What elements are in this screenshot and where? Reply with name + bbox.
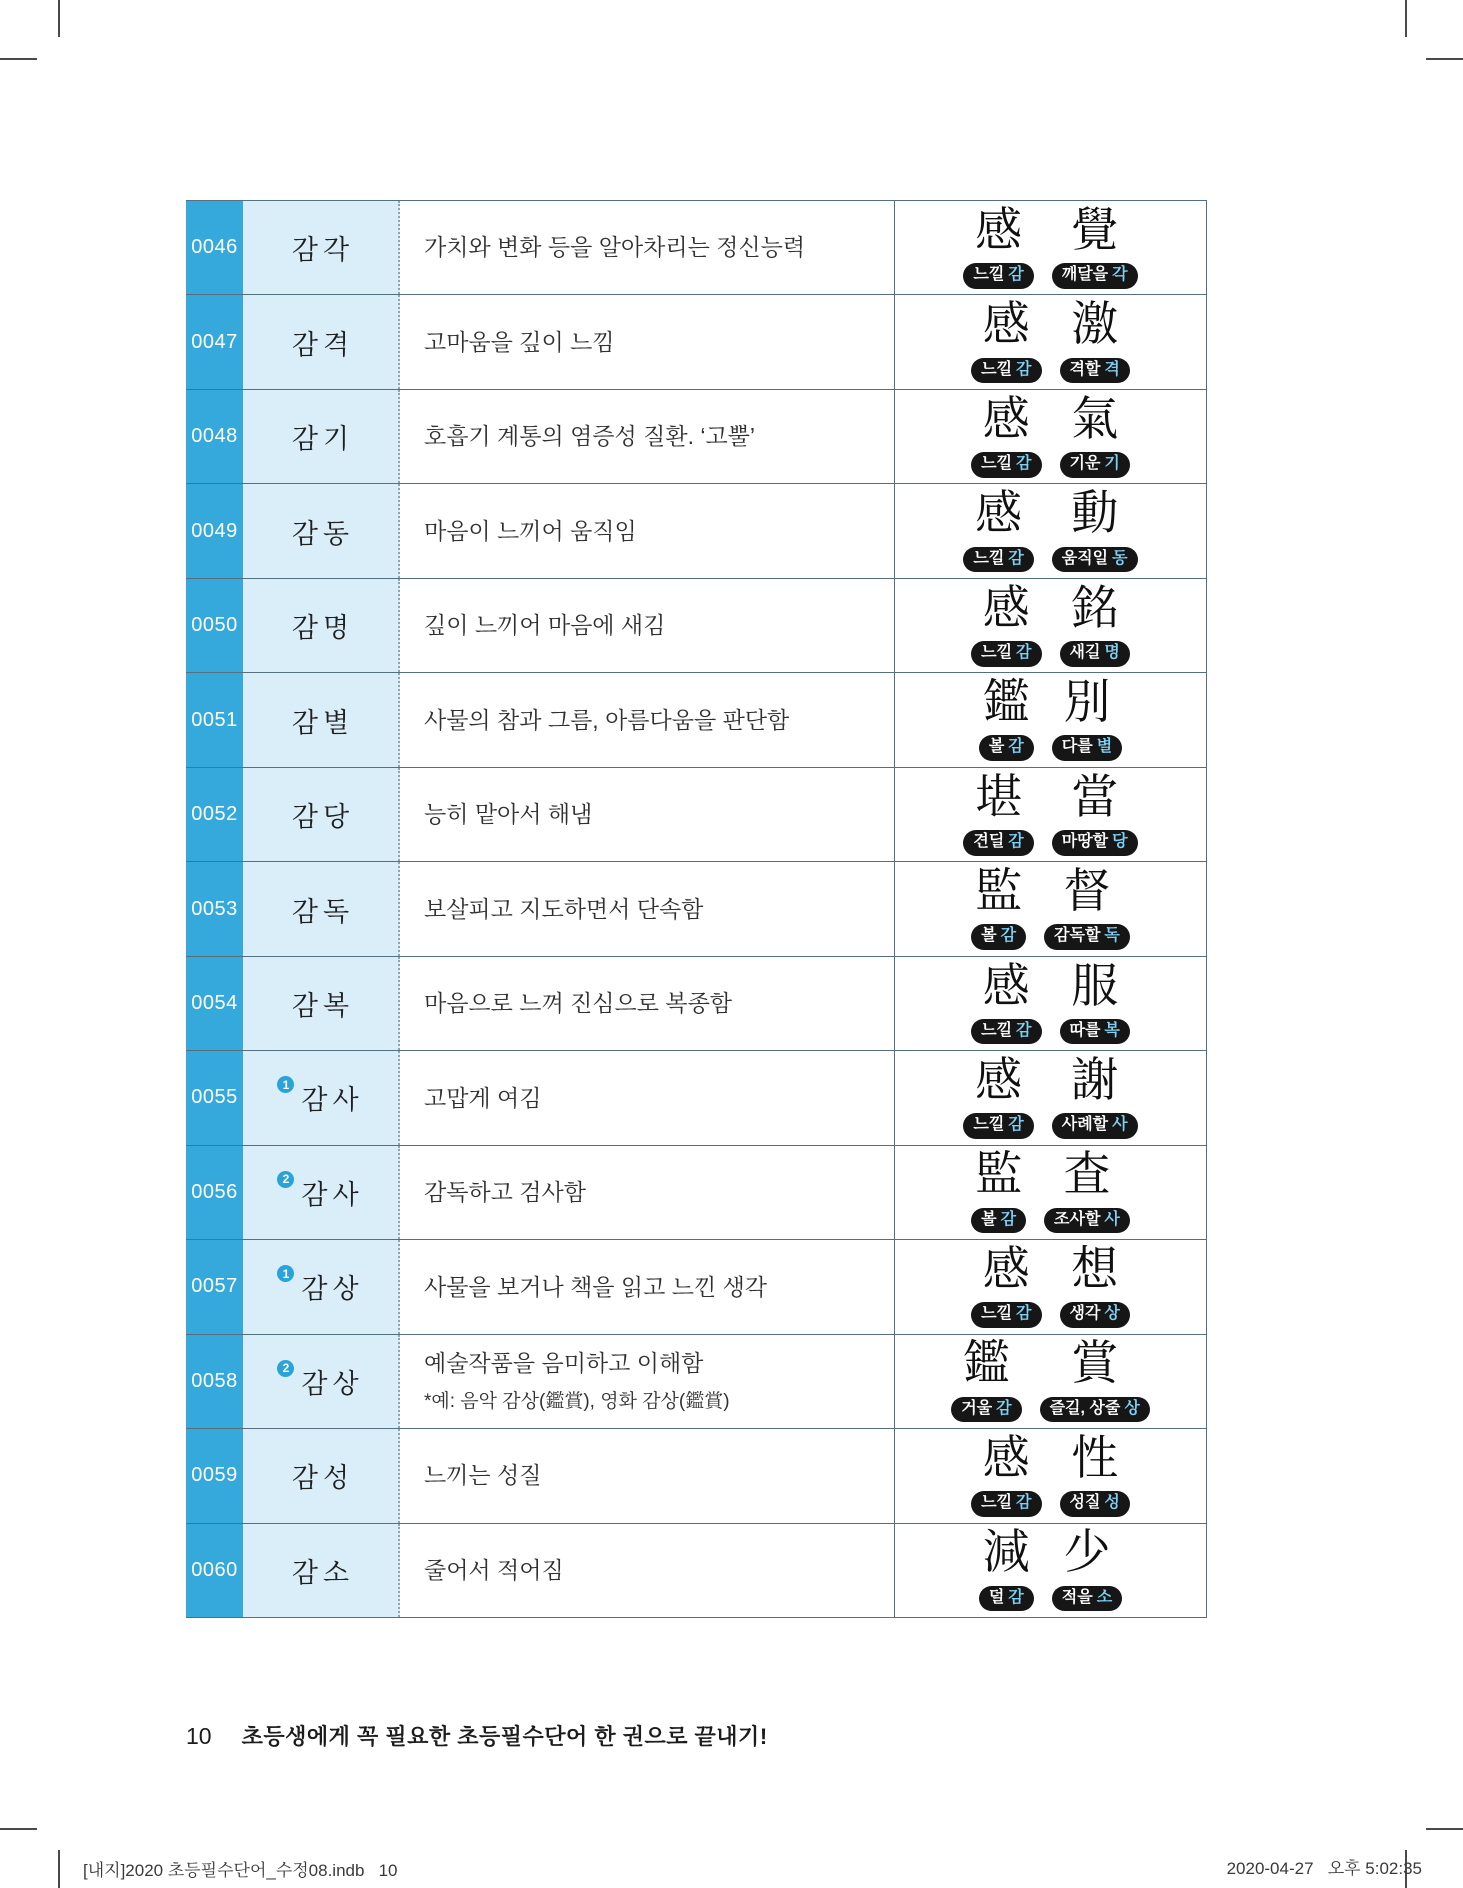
- hanja-gloss-pill: [971, 1019, 1041, 1045]
- entry-word: 감별: [291, 707, 355, 738]
- hanja-gloss-pill: [971, 1302, 1041, 1328]
- hanja-gloss-pill: [1040, 1397, 1150, 1423]
- page-footer: [186, 1720, 768, 1751]
- hanja-gloss-pill: [963, 547, 1033, 573]
- entry-definition: 느끼는 성질: [424, 1462, 542, 1489]
- hanja-item: [1060, 301, 1130, 383]
- table-row: [186, 579, 1207, 673]
- entry-word-cell: [243, 1146, 400, 1239]
- hanja-item: [951, 1340, 1021, 1422]
- hanja-character: 感: [982, 582, 1030, 635]
- entry-word: 감동: [291, 518, 355, 549]
- hanja-reading: 감: [1016, 1305, 1032, 1323]
- entry-word: 감성: [291, 1463, 355, 1494]
- hanja-character: 減: [982, 1527, 1030, 1580]
- entry-definition-cell: [400, 1429, 894, 1522]
- homonym-badge: 1: [277, 1076, 294, 1093]
- entry-definition-cell: [400, 862, 894, 955]
- entry-definition: 감독하고 검사함: [424, 1179, 586, 1206]
- hanja-gloss: 성질: [1069, 1494, 1101, 1512]
- entry-word: 감독: [291, 896, 355, 927]
- entry-hanja-cell: [894, 1524, 1207, 1617]
- hanja-gloss: 느낄: [981, 1021, 1013, 1039]
- hanja-reading: 기: [1104, 455, 1120, 473]
- entry-hanja-cell: [894, 201, 1207, 294]
- hanja-character: 銘: [1071, 582, 1119, 635]
- entry-definition: 보살피고 지도하면서 단속함: [424, 895, 704, 922]
- entry-word: 감상: [301, 1274, 364, 1305]
- entry-word-cell: [243, 1429, 400, 1522]
- hanja-item: [1044, 1151, 1130, 1233]
- hanja-item: [1052, 771, 1138, 856]
- hanja-character: 動: [1071, 488, 1119, 541]
- table-row: [186, 768, 1207, 862]
- crop-mark: [58, 1850, 60, 1888]
- hanja-reading: 성: [1104, 1494, 1120, 1512]
- entry-definition: 사물의 참과 그름, 아름다움을 판단함: [424, 706, 790, 733]
- hanja-gloss-pill: [971, 924, 1026, 950]
- hanja-reading: 격: [1104, 360, 1120, 378]
- hanja-item: [963, 771, 1033, 856]
- hanja-gloss: 적을: [1061, 1588, 1093, 1606]
- hanja-gloss: 마땅할: [1061, 832, 1109, 850]
- entry-definition-cell: [400, 1240, 894, 1333]
- entry-definition-note: *예: 음악 감상(鑑賞), 영화 감상(鑑賞): [424, 1391, 730, 1413]
- crop-mark: [58, 0, 60, 37]
- entry-word-cell: [243, 579, 400, 672]
- hanja-gloss: 느낄: [981, 455, 1013, 473]
- hanja-gloss: 느낄: [973, 549, 1005, 567]
- hanja-gloss: 다를: [1061, 738, 1093, 756]
- hanja-item: [1040, 1340, 1150, 1422]
- entry-hanja-cell: [894, 1240, 1207, 1333]
- table-row: [186, 1051, 1207, 1145]
- hanja-reading: 감: [1008, 738, 1024, 756]
- hanja-gloss: 움직일: [1061, 549, 1109, 567]
- entry-definition-cell: [400, 1146, 894, 1239]
- entry-word: 감사: [301, 1179, 364, 1210]
- hanja-gloss-pill: [951, 1397, 1021, 1423]
- entry-definition: 능히 맡아서 해냄: [424, 801, 593, 828]
- hanja-item: [971, 868, 1026, 950]
- hanja-reading: 감: [1016, 1494, 1032, 1512]
- hanja-gloss: 볼: [981, 1210, 997, 1228]
- entry-word-cell: [243, 1335, 400, 1428]
- hanja-character: 感: [982, 299, 1030, 352]
- entry-word-cell: [243, 1051, 400, 1144]
- entry-word: 감사: [301, 1085, 364, 1116]
- hanja-gloss: 감독할: [1054, 927, 1101, 945]
- entry-hanja-cell: [894, 1146, 1207, 1239]
- hanja-gloss: 즐길, 상줄: [1049, 1399, 1121, 1417]
- hanja-gloss-pill: [1052, 1113, 1138, 1139]
- entry-number: 0046: [186, 201, 243, 294]
- hanja-item: [971, 1151, 1026, 1233]
- entry-hanja-cell: [894, 957, 1207, 1050]
- hanja-gloss-pill: [1052, 1586, 1122, 1612]
- entry-number: 0056: [186, 1146, 243, 1239]
- hanja-item: [1052, 204, 1138, 289]
- hanja-gloss-pill: [1060, 452, 1130, 478]
- hanja-gloss: 느낄: [981, 643, 1013, 661]
- entry-number: 0057: [186, 1240, 243, 1333]
- vocab-table: [186, 200, 1207, 1618]
- crop-mark: [0, 1828, 37, 1830]
- hanja-gloss: 새길: [1069, 643, 1101, 661]
- table-row: [186, 1240, 1207, 1334]
- entry-number: 0059: [186, 1429, 243, 1522]
- hanja-character: 感: [975, 204, 1023, 257]
- hanja-gloss: 깨달을: [1061, 266, 1109, 284]
- hanja-reading: 감: [1008, 266, 1024, 284]
- table-row: [186, 1146, 1207, 1240]
- entry-hanja-cell: [894, 484, 1207, 577]
- hanja-item: [1052, 679, 1122, 761]
- hanja-gloss: 거울: [961, 1399, 993, 1417]
- hanja-gloss-pill: [963, 263, 1033, 289]
- hanja-gloss-pill: [1044, 924, 1130, 950]
- hanja-gloss: 볼: [981, 927, 997, 945]
- hanja-reading: 복: [1104, 1021, 1120, 1039]
- hanja-reading: 감: [1008, 1116, 1024, 1134]
- entry-word-cell: [243, 1240, 400, 1333]
- entry-word-cell: [243, 673, 400, 766]
- hanja-gloss: 느낄: [973, 266, 1005, 284]
- hanja-gloss-pill: [971, 1208, 1026, 1234]
- hanja-item: [1060, 582, 1130, 667]
- hanja-gloss: 볼: [988, 738, 1005, 756]
- entry-definition-cell: [400, 1335, 894, 1428]
- hanja-reading: 사: [1104, 1210, 1120, 1228]
- hanja-character: 感: [975, 488, 1023, 541]
- entry-definition: 줄어서 적어짐: [424, 1556, 564, 1583]
- entry-definition: 사물을 보거나 책을 읽고 느낀 생각: [424, 1273, 768, 1300]
- hanja-item: [1052, 1054, 1138, 1139]
- entry-word-cell: [243, 957, 400, 1050]
- hanja-character: 感: [982, 393, 1030, 446]
- hanja-gloss-pill: [1052, 830, 1138, 856]
- hanja-character: 感: [982, 1243, 1030, 1296]
- entry-definition-cell: [400, 201, 894, 294]
- hanja-gloss: 기운: [1069, 455, 1101, 473]
- entry-definition-cell: [400, 1051, 894, 1144]
- entry-number: 0048: [186, 390, 243, 483]
- entry-word: 감각: [291, 235, 355, 266]
- hanja-reading: 상: [1124, 1399, 1140, 1417]
- hanja-reading: 동: [1112, 549, 1128, 567]
- entry-word: 감당: [291, 802, 355, 833]
- entry-hanja-cell: [894, 579, 1207, 672]
- entry-word-cell: [243, 1524, 400, 1617]
- hanja-item: [1060, 1432, 1130, 1517]
- hanja-reading: 사: [1112, 1116, 1128, 1134]
- hanja-character: 想: [1071, 1243, 1119, 1296]
- hanja-gloss-pill: [971, 641, 1041, 667]
- entry-hanja-cell: [894, 862, 1207, 955]
- entry-definition-cell: [400, 579, 894, 672]
- hanja-character: 感: [982, 960, 1030, 1013]
- entry-word-cell: [243, 484, 400, 577]
- entry-word: 감소: [291, 1557, 355, 1588]
- entry-word-cell: [243, 390, 400, 483]
- table-row: [186, 1524, 1207, 1618]
- hanja-gloss: 생각: [1069, 1305, 1101, 1323]
- print-file-info: [내지]2020 초등필수단어_수정08.indb 10: [83, 1861, 398, 1880]
- hanja-gloss: 느낄: [981, 360, 1013, 378]
- entry-definition-cell: [400, 390, 894, 483]
- hanja-gloss-pill: [971, 452, 1041, 478]
- hanja-gloss: 따를: [1069, 1021, 1101, 1039]
- entry-definition-cell: [400, 957, 894, 1050]
- hanja-character: 激: [1071, 299, 1119, 352]
- entry-number: 0051: [186, 673, 243, 766]
- entry-definition: 깊이 느끼어 마음에 새김: [424, 612, 666, 639]
- entry-word-cell: [243, 768, 400, 861]
- hanja-gloss-pill: [979, 735, 1034, 761]
- hanja-character: 監: [975, 866, 1023, 919]
- hanja-item: [971, 582, 1041, 667]
- hanja-character: 少: [1063, 1527, 1111, 1580]
- entry-definition-cell: [400, 1524, 894, 1617]
- entry-definition: 마음이 느끼어 움직임: [424, 517, 637, 544]
- entry-definition: 고마움을 깊이 느낌: [424, 328, 615, 355]
- table-row: [186, 295, 1207, 389]
- hanja-item: [963, 204, 1033, 289]
- entry-number: 0058: [186, 1335, 243, 1428]
- hanja-item: [1060, 960, 1130, 1045]
- hanja-character: 感: [982, 1432, 1030, 1485]
- homonym-badge: 1: [277, 1265, 294, 1282]
- crop-mark: [1426, 58, 1463, 60]
- hanja-gloss: 격할: [1069, 360, 1101, 378]
- entry-hanja-cell: [894, 1051, 1207, 1144]
- hanja-item: [979, 1529, 1034, 1611]
- hanja-gloss-pill: [1052, 263, 1138, 289]
- hanja-gloss-pill: [971, 358, 1041, 384]
- hanja-character: 性: [1071, 1432, 1119, 1485]
- entry-word: 감명: [291, 613, 355, 644]
- hanja-gloss: 조사할: [1054, 1210, 1101, 1228]
- hanja-gloss-pill: [1052, 547, 1138, 573]
- hanja-gloss-pill: [963, 1113, 1033, 1139]
- entry-number: 0052: [186, 768, 243, 861]
- vocab-table-rows: [186, 201, 1207, 1618]
- hanja-character: 感: [975, 1054, 1023, 1107]
- hanja-item: [1060, 1243, 1130, 1328]
- entry-number: 0054: [186, 957, 243, 1050]
- hanja-item: [1052, 1529, 1122, 1611]
- entry-hanja-cell: [894, 1429, 1207, 1522]
- hanja-gloss-pill: [1060, 1302, 1130, 1328]
- table-row: [186, 484, 1207, 578]
- entry-definition-cell: [400, 673, 894, 766]
- hanja-reading: 각: [1112, 266, 1128, 284]
- hanja-reading: 독: [1104, 927, 1120, 945]
- hanja-gloss-pill: [1060, 358, 1130, 384]
- hanja-character: 賞: [1071, 1338, 1119, 1391]
- entry-hanja-cell: [894, 295, 1207, 388]
- hanja-reading: 당: [1112, 832, 1128, 850]
- footer-slogan: 초등생에게 꼭 필요한 초등필수단어 한 권으로 끝내기!: [241, 1724, 768, 1749]
- print-timestamp: 2020-04-27 오후 5:02:35: [1226, 1859, 1422, 1878]
- hanja-character: 鑑: [962, 1338, 1010, 1391]
- hanja-character: 督: [1063, 866, 1111, 919]
- crop-mark: [0, 58, 37, 60]
- homonym-badge: 2: [277, 1360, 294, 1377]
- entry-number: 0053: [186, 862, 243, 955]
- hanja-gloss-pill: [979, 1586, 1034, 1612]
- entry-number: 0047: [186, 295, 243, 388]
- hanja-item: [1052, 490, 1138, 572]
- entry-hanja-cell: [894, 1335, 1207, 1428]
- entry-definition-cell: [400, 295, 894, 388]
- entry-definition-cell: [400, 768, 894, 861]
- hanja-reading: 감: [1000, 1210, 1017, 1228]
- entry-definition: 예술작품을 음미하고 이해함: [424, 1350, 704, 1377]
- hanja-gloss-pill: [1044, 1208, 1130, 1234]
- table-row: [186, 673, 1207, 767]
- hanja-item: [963, 490, 1033, 572]
- crop-mark: [1426, 1828, 1463, 1830]
- hanja-reading: 명: [1104, 643, 1120, 661]
- hanja-item: [1060, 393, 1130, 478]
- hanja-gloss-pill: [963, 830, 1033, 856]
- hanja-gloss-pill: [971, 1491, 1041, 1517]
- hanja-gloss-pill: [1060, 641, 1130, 667]
- hanja-reading: 감: [1008, 832, 1024, 850]
- hanja-character: 謝: [1071, 1054, 1119, 1107]
- entry-hanja-cell: [894, 673, 1207, 766]
- entry-hanja-cell: [894, 768, 1207, 861]
- entry-word-cell: [243, 295, 400, 388]
- hanja-item: [979, 679, 1034, 761]
- entry-definition: 고맙게 여김: [424, 1084, 542, 1111]
- entry-hanja-cell: [894, 390, 1207, 483]
- hanja-character: 鑑: [982, 677, 1030, 730]
- table-row: [186, 862, 1207, 956]
- page-number: 10: [186, 1723, 212, 1749]
- hanja-reading: 감: [1016, 455, 1032, 473]
- hanja-item: [963, 1054, 1033, 1139]
- hanja-gloss: 견딜: [973, 832, 1005, 850]
- hanja-item: [971, 1432, 1041, 1517]
- crop-mark: [1405, 0, 1407, 37]
- entry-word: 감격: [291, 329, 355, 360]
- table-row: [186, 390, 1207, 484]
- hanja-character: 氣: [1071, 393, 1119, 446]
- hanja-reading: 감: [1016, 360, 1032, 378]
- table-row: [186, 1429, 1207, 1523]
- hanja-character: 監: [975, 1149, 1023, 1202]
- hanja-reading: 감: [1000, 927, 1017, 945]
- hanja-gloss: 사례할: [1061, 1116, 1109, 1134]
- hanja-item: [971, 301, 1041, 383]
- hanja-character: 當: [1071, 771, 1119, 824]
- hanja-character: 査: [1063, 1149, 1111, 1202]
- entry-number: 0049: [186, 484, 243, 577]
- table-row: [186, 201, 1207, 295]
- hanja-reading: 상: [1104, 1305, 1120, 1323]
- entry-definition: 호흡기 계통의 염증성 질환. ‘고뿔’: [424, 423, 756, 450]
- hanja-gloss-pill: [1060, 1491, 1130, 1517]
- hanja-gloss-pill: [1060, 1019, 1130, 1045]
- homonym-badge: 2: [277, 1171, 294, 1188]
- hanja-reading: 감: [1016, 643, 1032, 661]
- hanja-reading: 감: [1008, 549, 1024, 567]
- hanja-character: 服: [1071, 960, 1119, 1013]
- hanja-gloss: 느낄: [973, 1116, 1005, 1134]
- hanja-character: 覺: [1071, 204, 1119, 257]
- entry-word-cell: [243, 862, 400, 955]
- hanja-item: [971, 960, 1041, 1045]
- hanja-reading: 감: [1016, 1021, 1032, 1039]
- hanja-gloss-pill: [1052, 735, 1122, 761]
- hanja-gloss: 느낄: [981, 1494, 1013, 1512]
- hanja-reading: 감: [1008, 1588, 1024, 1606]
- hanja-gloss: 덜: [988, 1588, 1005, 1606]
- hanja-reading: 감: [996, 1399, 1012, 1417]
- entry-word: 감상: [301, 1368, 364, 1399]
- hanja-character: 別: [1063, 677, 1111, 730]
- table-row: [186, 1335, 1207, 1429]
- entry-word-cell: [243, 201, 400, 294]
- entry-word: 감복: [291, 990, 355, 1021]
- entry-number: 0055: [186, 1051, 243, 1144]
- hanja-character: 堪: [975, 771, 1023, 824]
- hanja-item: [1044, 868, 1130, 950]
- hanja-item: [971, 1243, 1041, 1328]
- hanja-reading: 별: [1096, 738, 1113, 756]
- entry-definition: 가치와 변화 등을 알아차리는 정신능력: [424, 234, 806, 261]
- entry-definition-cell: [400, 484, 894, 577]
- hanja-reading: 소: [1096, 1588, 1113, 1606]
- entry-word: 감기: [291, 424, 355, 455]
- table-row: [186, 957, 1207, 1051]
- entry-number: 0060: [186, 1524, 243, 1617]
- entry-definition: 마음으로 느껴 진심으로 복종함: [424, 990, 733, 1017]
- entry-number: 0050: [186, 579, 243, 672]
- hanja-item: [971, 393, 1041, 478]
- hanja-gloss: 느낄: [981, 1305, 1013, 1323]
